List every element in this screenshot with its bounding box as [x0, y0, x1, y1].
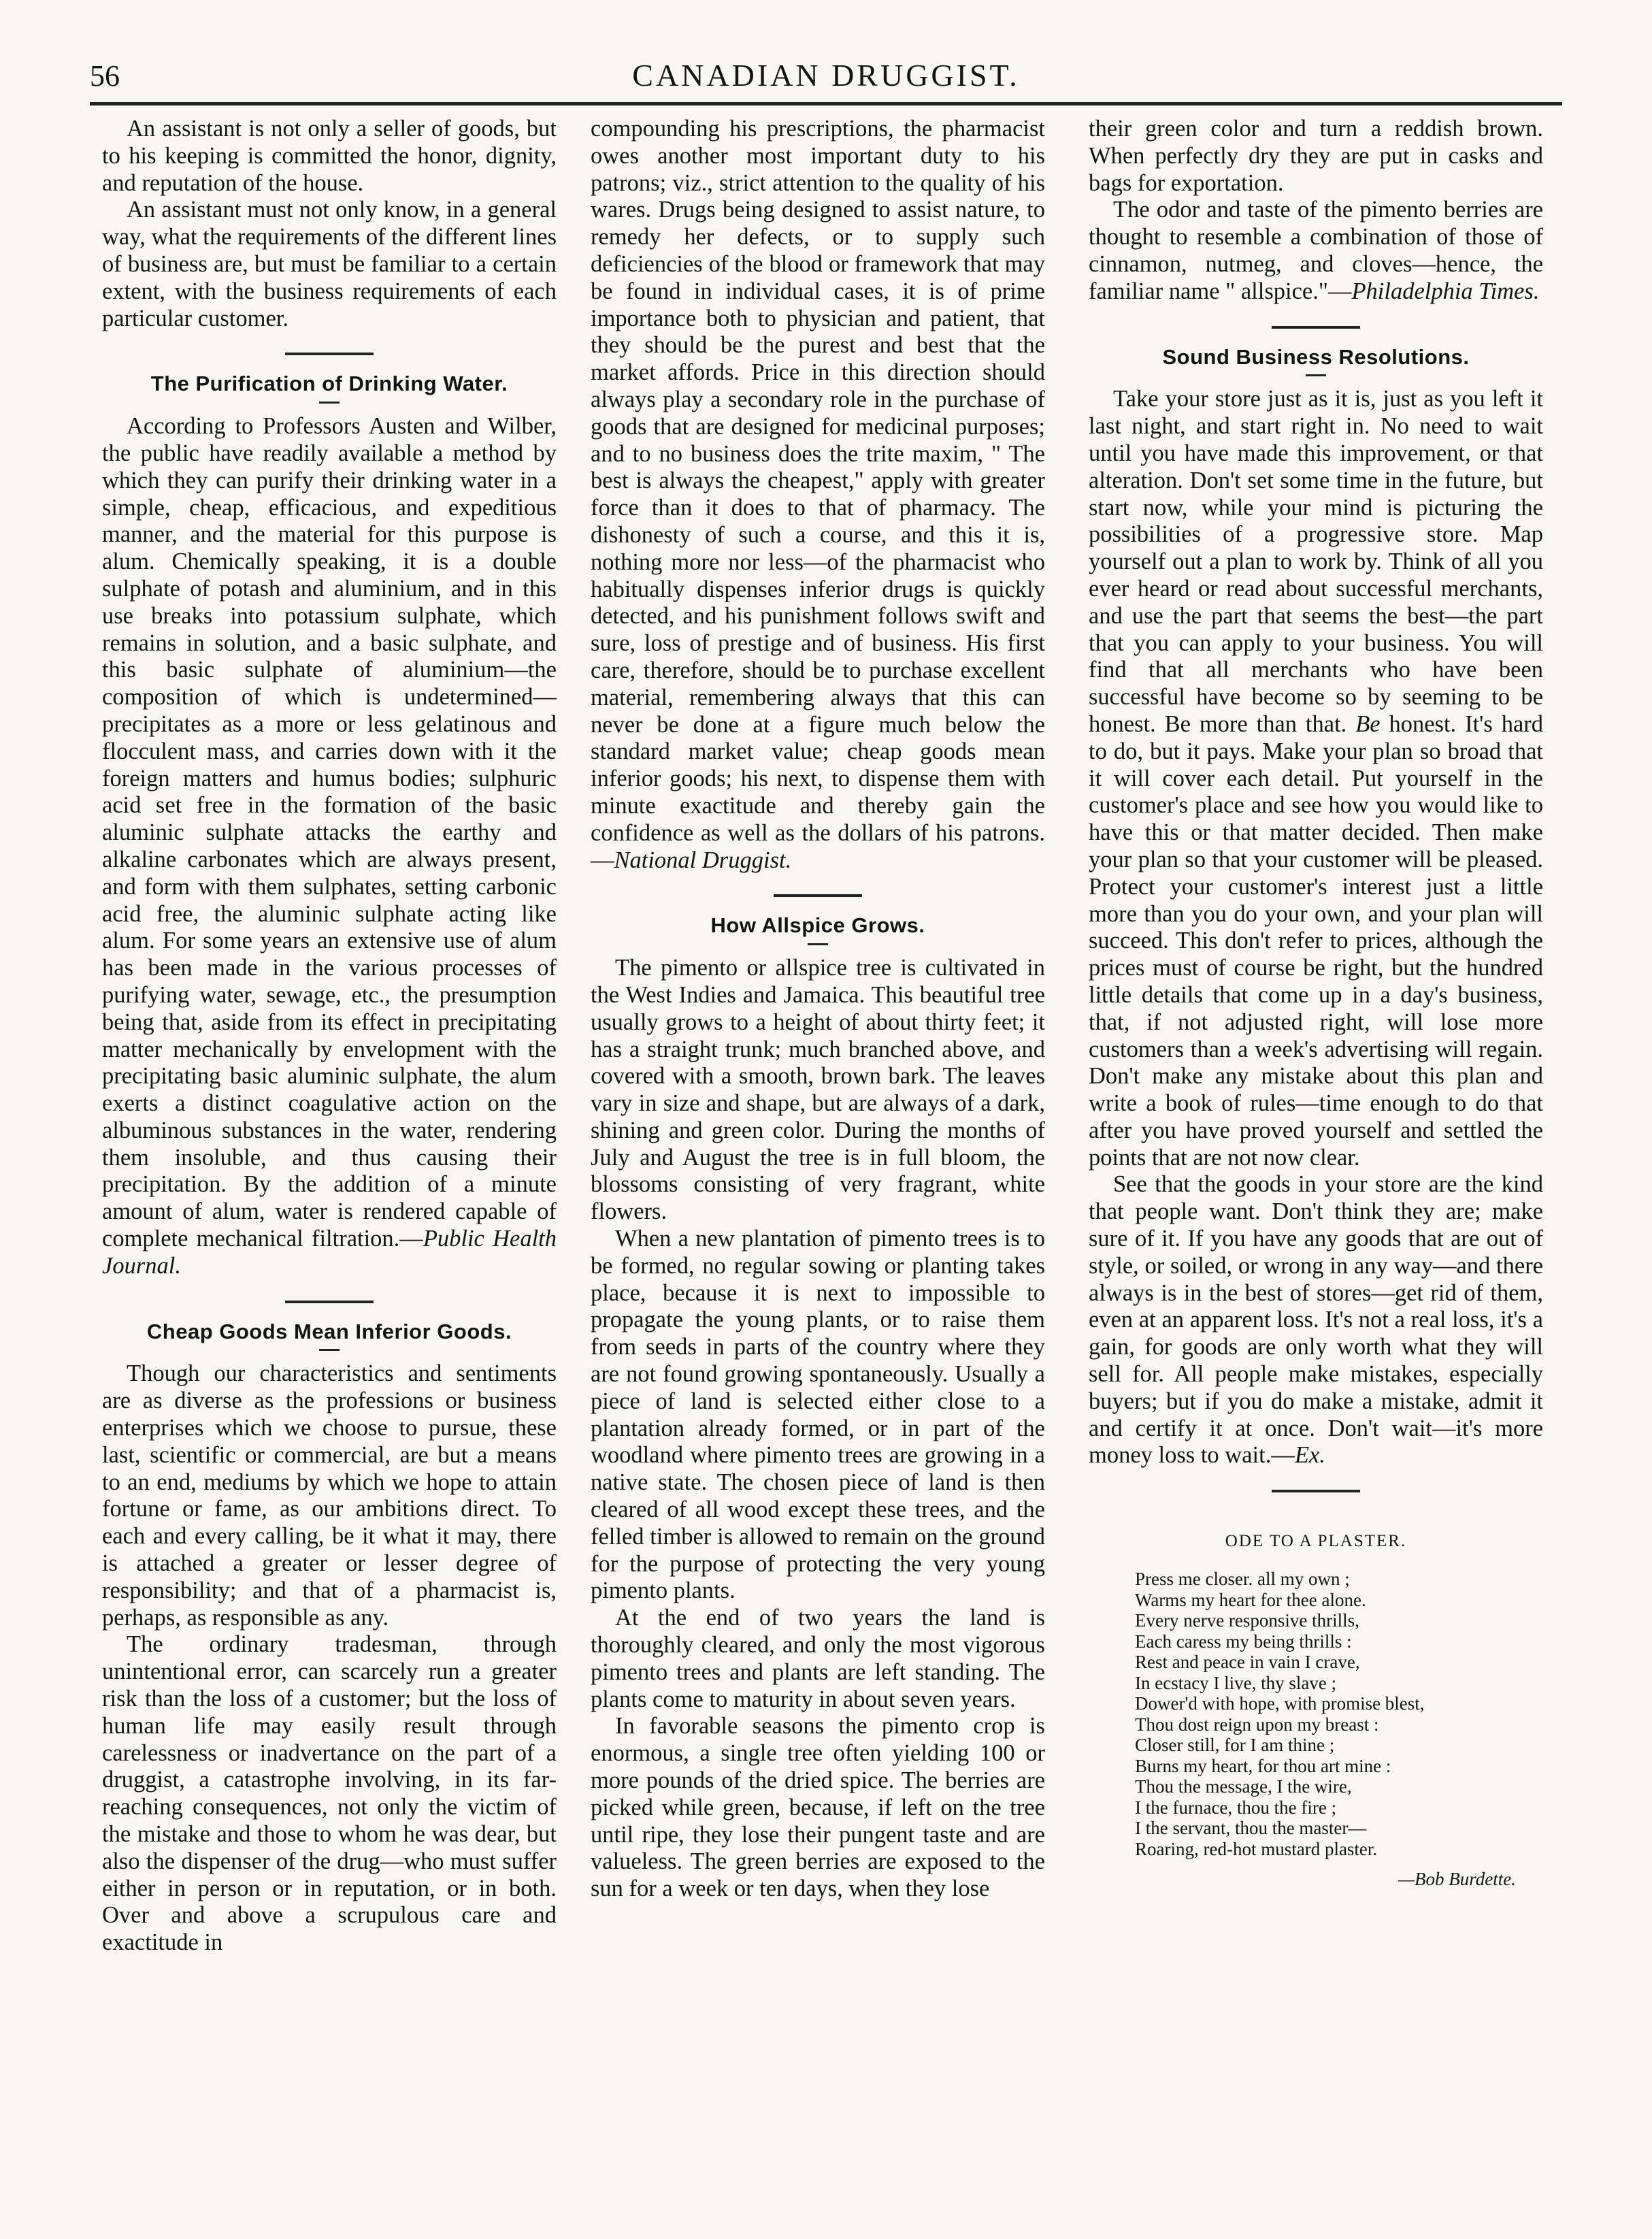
- title-dash: [1306, 374, 1326, 376]
- section-divider: [1272, 326, 1360, 329]
- poem-line: Dower'd with hope, with promise blest,: [1135, 1693, 1425, 1714]
- assistant-paragraph-1: An assistant is not only a seller of goods, but to his keeping is committed the honor, dignity, and reputation of the house.: [102, 116, 557, 196]
- poem-line: Press me closer. all my own ;: [1135, 1569, 1350, 1590]
- allspice-paragraph-2: When a new plantation of pimento trees is to be formed, no regular sowing or planting takes place, because it is next to impossible to propagate the young plants, or to raise them from seeds in parts of the country where they are not found growing spontaneously. Usually a piece of land is selected either close to a plantation already formed, or in part of the woodland where pimento trees are growing in a native state. The chosen piece of land is then cleared of all wood except these trees, and the felled timber is allowed to remain on the ground for the purpose of protecting the very young pimento plants.: [591, 1226, 1045, 1604]
- poem-signature: —Bob Burdette.: [1398, 1869, 1516, 1890]
- journal-title: CANADIAN DRUGGIST.: [632, 58, 1020, 93]
- poem-body: [1135, 1569, 1543, 1859]
- resolutions-paragraph-1: Take your store just as it is, just as you left it last night, and start right in. No need to wait until you have made this improvement, or that alteration. Don't set some time in the future, but start now, while your mind is picturing the possibilities of a progressive store. Map yourself out a plan to work by. Think of all you ever heard or read about successful merchants, and use the part that seems the best—the part that you can apply to your business. You will find that all merchants who have been successful have become so by seeming to be honest. Be more than that. Be honest. It's hard to do, but it pays. Make your plan so broad that it will cover each detail. Put yourself in the customer's place and see how you would like to have this or that matter decided. Then make your plan so that your customer will be pleased. Protect your customer's interest just a little more than you do your own, and your plan will succeed. This don't refer to prices, although the prices must of course be right, but the hundred little details that come up in a day's business, that, if not adjusted right, will lose more customers than a week's advertising will regain. Don't make any mistake about this plan and write a book of rules—time enough to do that after you have proved yourself and settled the points that are not now clear.: [1089, 386, 1544, 1171]
- column-1: [102, 116, 557, 2212]
- allspice-paragraph-5: The odor and taste of the pimento berries are thought to resemble a combination of those of cinnamon, nutmeg, and cloves—hence, the familiar name " allspice."—Philadelphia Times.: [1089, 197, 1543, 304]
- article-title-allspice: How Allspice Grows.: [710, 913, 925, 938]
- poem-line: Burns my heart, for thou art mine :: [1135, 1755, 1391, 1776]
- allspice-paragraph-1: The pimento or allspice tree is cultivated in the West Indies and Jamaica. This beautiful tree usually grows to a height of about thirty feet; it has a straight trunk; much branched above, and covered with a smooth, brown bark. The leaves vary in size and shape, but are always of a dark, shining and green color. During the months of July and August the tree is in full bloom, the blossoms consisting of very fragrant, white flowers.: [591, 955, 1045, 1225]
- poem-line: Warms my heart for thee alone.: [1135, 1589, 1366, 1610]
- cheap-goods-paragraph-2: The ordinary tradesman, through unintentional error, can scarcely run a greater risk than the loss of a customer; but the loss of human life may easily result through carelessness or inadvertance on the part of a druggist, a catastrophe involving, in its far-reaching consequences, not only the victim of the mistake and those to whom he was dear, but also the dispenser of the drug—who must suffer either in person or in reputation, or in both. Over and above a scrupulous care and exactitude in: [102, 1631, 557, 1956]
- poem-line: Thou dost reign upon my breast :: [1135, 1714, 1379, 1735]
- source-credit: National Druggist.: [614, 847, 792, 873]
- poem-line: I the furnace, thou the fire ;: [1135, 1797, 1337, 1818]
- column-3: [1089, 116, 1543, 2212]
- page-number: 56: [90, 59, 120, 93]
- cheap-goods-continued: compounding his prescriptions, the pharmacist owes another most important duty to his patrons; viz., strict attention to the quality of his wares. Drugs being designed to assist nature, to remedy her defects, or to supply such deficiencies of the blood or framework that may be found in individual cases, it is of prime importance both to physician and patient, that they should be the purest and best that the market affords. Price in this direction should always play a secondary role in the purchase of goods that are designed for medicinal purposes; and to no business does the trite maxim, " The best is always the cheapest," apply with greater force than it does to that of pharmacy. The dishonesty of such a course, and this it is, nothing more nor less—of the pharmacist who habitually dispenses inferior drugs is quickly detected, and his punishment follows swift and sure, loss of prestige and of business. His first care, therefore, should be to purchase excellent material, remembering always that this can never be done at a figure much below the standard market value; cheap goods mean inferior goods; his next, to dispense them with minute exactitude and thereby gain the confidence as well as the dollars of his patrons.—National Druggist.: [591, 116, 1045, 873]
- page-header: [90, 53, 1562, 101]
- section-divider: [774, 894, 862, 897]
- poem-line: Each caress my being thrills :: [1135, 1631, 1352, 1652]
- cheap-goods-paragraph-1: Though our characteristics and sentiments are as diverse as the professions or business enterprises which we choose to pursue, these last, scientific or commercial, are but a means to an end, mediums by which we hope to attain fortune or fame, as our ambitions direct. To each and every calling, be it what it may, there is attached a greater or lesser degree of responsibility; and that of a pharmacist is, perhaps, as responsible as any.: [102, 1360, 557, 1631]
- assistant-paragraph-2: An assistant must not only know, in a general way, what the requirements of the different lines of business are, but must be familiar to a certain extent, with the business requirements of each particular customer.: [102, 197, 557, 331]
- allspice-continued: their green color and turn a reddish brown. When perfectly dry they are put in casks and bags for exportation.: [1089, 116, 1543, 196]
- poem-line: Every nerve responsive thrills,: [1135, 1610, 1359, 1631]
- resolutions-paragraph-2: See that the goods in your store are the kind that people want. Don't think they are; make sure of it. If you have any goods that are out of style, or soiled, or wrong in any way—and there always is in the best of stores—get rid of them, even at an apparent loss. It's not a real loss, it's a gain, for goods are only worth what they will sell for. All people make mistakes, especially buyers; but if you do make a mistake, admit it and certify it at once. Don't wait—it's more money loss to wait.—Ex.: [1089, 1171, 1543, 1469]
- poem-line: I the servant, thou the master—: [1135, 1818, 1367, 1839]
- header-rule: [90, 102, 1562, 105]
- poem-title: ODE TO A PLASTER.: [1225, 1532, 1407, 1551]
- poem-line: Thou the message, I the wire,: [1135, 1776, 1352, 1797]
- poem-line: Rest and peace in vain I crave,: [1135, 1652, 1360, 1673]
- title-dash: [319, 402, 340, 404]
- section-divider: [285, 353, 374, 355]
- article-title-cheap-goods: Cheap Goods Mean Inferior Goods.: [146, 1319, 512, 1343]
- title-dash: [808, 943, 828, 945]
- drinking-water-text: According to Professors Austen and Wilber, the public have readily available a method by which they can purify their drinking water in a simple, cheap, efficacious, and expeditious manner, and the material for this purpose is alum. Chemically speaking, it is a double sulphate of potash and aluminium, and in this use breaks into potassium sulphate, which remains in solution, and a basic sulphate, and this basic sulphate of aluminium—the composition of which is undetermined—precipitates as a more or less gelatinous and flocculent mass, and carries down with it the foreign matters and humus bodies; sulphuric acid set free in the formation of the basic aluminic sulphate attacks the earthy and alkaline carbonates which are always present, and form with them sulphates, setting carbonic acid free, the aluminic sulphate acting like alum. For some years an extensive use of alum has been made in the various processes of purifying water, sewage, etc., the presumption being that, aside from its effect in precipitating matter mechanically by envelopment with the precipitating basic aluminic sulphate, the alum exerts a distinct coagulative action on the albuminous substances in the water, rendering them insoluble, and thus causing their precipitation. By the addition of a minute amount of alum, water is rendered capable of complete mechanical filtration.—Public Health Journal.: [102, 413, 557, 1279]
- poem-line: Roaring, red-hot mustard plaster.: [1135, 1838, 1378, 1859]
- poem-line: Closer still, for I am thine ;: [1135, 1735, 1335, 1756]
- source-credit: Ex.: [1294, 1442, 1325, 1469]
- title-dash: [319, 1349, 340, 1351]
- section-divider: [1272, 1490, 1360, 1492]
- source-credit: Public Health Journal.: [102, 1226, 557, 1279]
- poem-line: In ecstacy I live, thy slave ;: [1135, 1672, 1337, 1693]
- article-title-business-resolutions: Sound Business Resolutions.: [1162, 344, 1470, 369]
- allspice-paragraph-3: At the end of two years the land is thoroughly cleared, and only the most vigorous pimento trees and plants are left standing. The plants come to maturity in about seven years.: [591, 1605, 1045, 1712]
- column-2: [591, 116, 1045, 2212]
- article-title-drinking-water: The Purification of Drinking Water.: [150, 372, 508, 396]
- section-divider: [285, 1301, 374, 1303]
- source-credit: Philadelphia Times.: [1351, 278, 1540, 304]
- allspice-paragraph-4: In favorable seasons the pimento crop is enormous, a single tree often yielding 100 or more pounds of the dried spice. The berries are picked while green, because, if left on the tree until ripe, they lose their pungent taste and are valueless. The green berries are exposed to the sun for a week or ten days, when they lose: [591, 1713, 1045, 1902]
